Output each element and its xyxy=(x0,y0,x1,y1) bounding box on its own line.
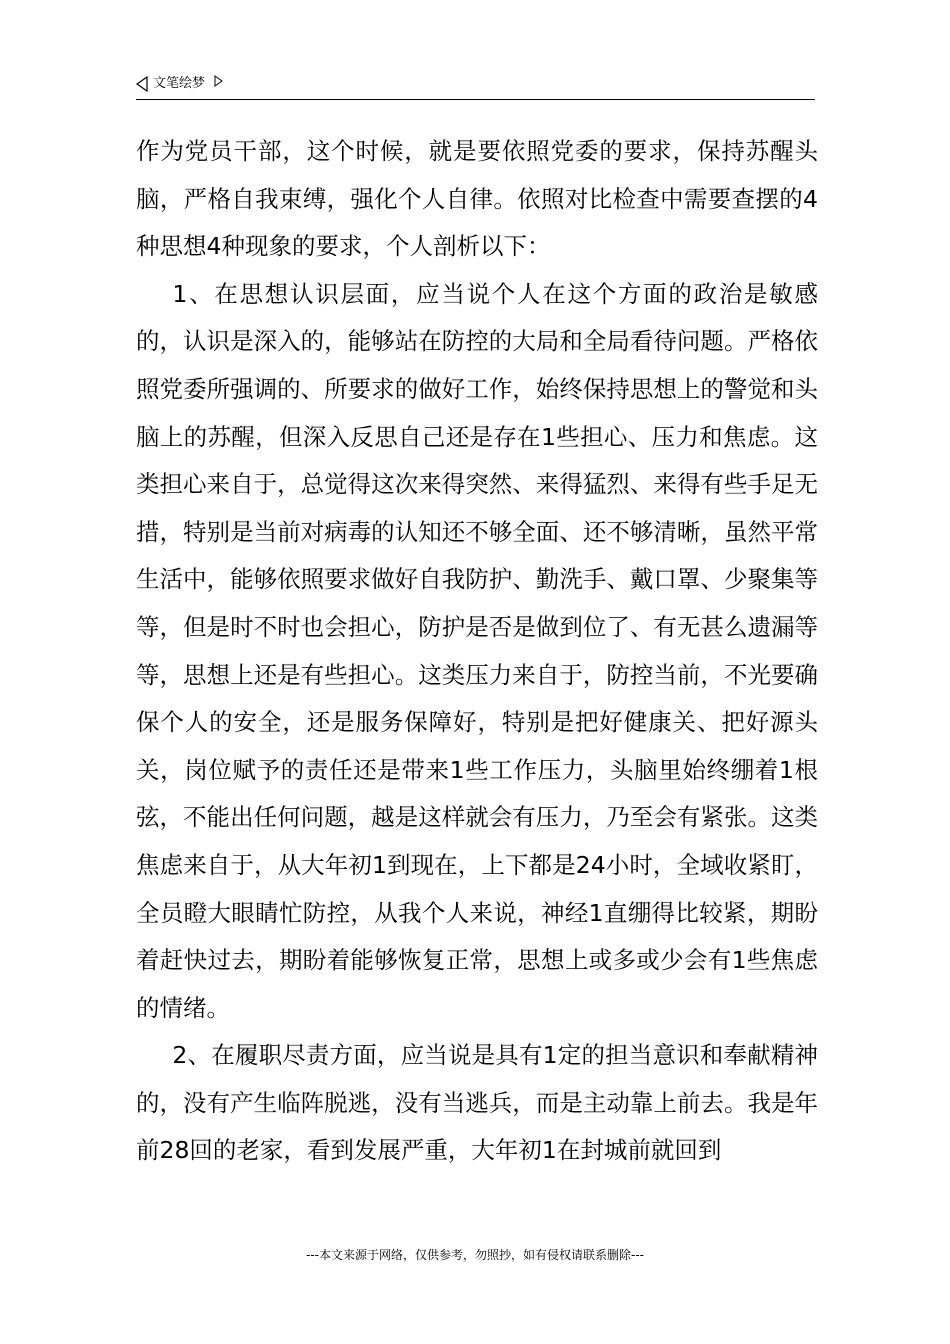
paragraph-intro: 作为党员干部，这个时候，就是要依照党委的要求，保持苏醒头脑，严格自我束缚，强化个人自律。依照对比检查中需要查摆的4种思想4种现象的要求，个人剖析以下： xyxy=(136,137,818,261)
page-header xyxy=(136,72,815,100)
header-brand xyxy=(136,74,223,94)
document-body xyxy=(136,128,818,1175)
header-title: 文笔绘梦 xyxy=(153,76,206,91)
paragraph-item-1: 1、在思想认识层面，应当说个人在这个方面的政治是敏感的，认识是深入的，能够站在防控的大局和全局看待问题。严格依照党委所强调的、所要求的做好工作，始终保持思想上的警觉和头脑上的苏醒，但深入反思自己还是存在1些担心、压力和焦虑。这类担心来自于，总觉得这次来得突然、来得猛烈、来得有些手足无措，特别是当前对病毒的认知还不够全面、还不够清晰，虽然平常生活中，能够依照要求做好自我防护、勤洗手、戴口罩、少聚集等等，但是时不时也会担心，防护是否是做到位了、有无甚么遗漏等等，思想上还是有些担心。这类压力来自于，防控当前，不光要确保个人的安全，还是服务保障好，特别是把好健康关、把好源头关，岗位赋予的责任还是带来1些工作压力，头脑里始终绷着1根弦，不能出任何问题，越是这样就会有压力，乃至会有紧张。这类焦虑来自于，从大年初1到现在，上下都是24小时，全域收紧盯，全员瞪大眼睛忙防控，从我个人来说，神经1直绷得比较紧，期盼着赶快过去，期盼着能够恢复正常，思想上或多或少会有1些焦虑的情绪。 xyxy=(136,279,818,1022)
page-footer: ---本文来源于网络，仅供参考，勿照抄，如有侵权请联系删除--- xyxy=(306,1248,644,1262)
paragraph-item-2: 2、在履职尽责方面，应当说是具有1定的担当意识和奉献精神的，没有产生临阵脱逃，没有当逃兵，而是主动靠上前去。我是年前28回的老家，看到发展严重，大年初1在封城前就回到 xyxy=(136,1041,818,1165)
triangle-left-icon xyxy=(136,76,148,92)
triangle-right-icon xyxy=(214,74,223,86)
